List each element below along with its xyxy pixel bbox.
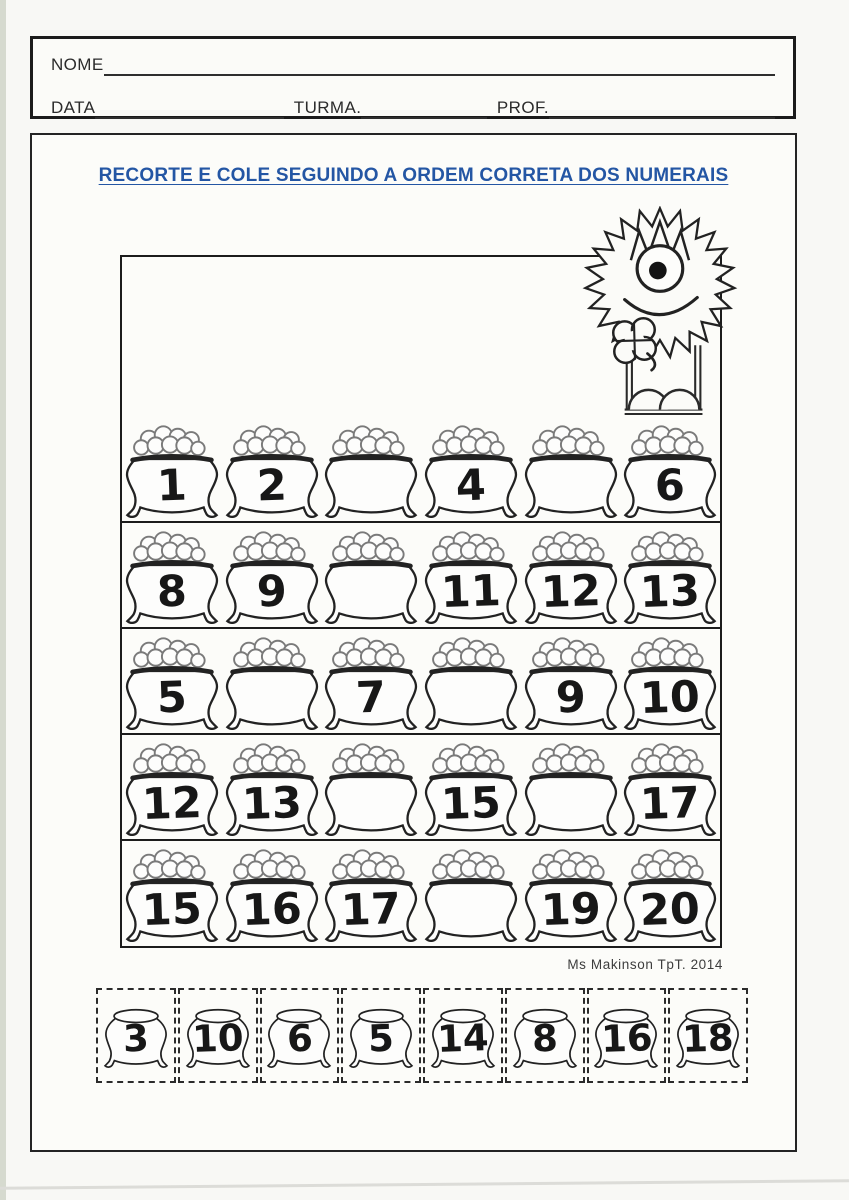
cauldron-cell — [620, 841, 720, 945]
gold-bubbles-icon — [333, 638, 404, 667]
cauldron-number: 17 — [639, 777, 701, 831]
gold-bubbles-icon — [234, 638, 305, 667]
cutout-number: 16 — [599, 1016, 653, 1061]
gold-bubbles-icon — [234, 532, 305, 561]
gold-bubbles-icon — [333, 744, 404, 773]
date-class-teacher-row — [51, 98, 775, 119]
gold-bubbles-icon — [433, 426, 504, 455]
cauldron-number: 12 — [141, 777, 203, 831]
date-blank-line — [95, 100, 283, 119]
cauldron-number: 20 — [639, 883, 701, 937]
shamrock-icon — [613, 318, 656, 370]
cauldron-with-gold-icon — [323, 526, 419, 627]
cauldron-number: 16 — [240, 883, 303, 937]
cauldron-cell — [521, 417, 621, 521]
gold-bubbles-icon — [134, 744, 205, 773]
cauldron-cell — [620, 735, 720, 839]
cauldron-number: 17 — [340, 883, 402, 937]
gold-bubbles-icon — [632, 744, 703, 773]
cauldron-cell — [122, 523, 222, 627]
cauldron-cell — [421, 735, 521, 839]
cutout-number: 3 — [122, 1016, 150, 1061]
gold-bubbles-icon — [632, 426, 703, 455]
cauldron-cell — [521, 523, 621, 627]
cutout-number: 10 — [191, 1016, 245, 1061]
cauldron-row — [122, 839, 720, 945]
cauldron-cell — [222, 523, 322, 627]
gold-bubbles-icon — [333, 850, 404, 879]
gold-bubbles-icon — [533, 850, 604, 879]
student-header-box — [30, 36, 796, 119]
gold-bubbles-icon — [533, 744, 604, 773]
cauldron-body-icon — [227, 671, 317, 729]
cauldron-body-icon — [526, 459, 616, 517]
cauldron-cell — [122, 735, 222, 839]
gold-bubbles-icon — [632, 532, 703, 561]
cauldron-number: 2 — [255, 460, 288, 512]
gold-bubbles-icon — [533, 638, 604, 667]
gold-bubbles-icon — [234, 744, 305, 773]
cauldron-cell — [421, 841, 521, 945]
cutout-strip — [96, 988, 748, 1083]
gold-bubbles-icon — [134, 426, 205, 455]
monster-foot-right-icon — [660, 390, 699, 410]
cauldron-number: 19 — [539, 883, 602, 937]
cauldron-cell — [321, 841, 421, 945]
gold-bubbles-icon — [234, 426, 305, 455]
cauldron-with-gold-icon — [323, 420, 419, 521]
monster-icon — [579, 206, 745, 416]
cauldron-cell — [620, 417, 720, 521]
cutout-piece — [423, 988, 503, 1083]
cauldron-number: 9 — [554, 672, 587, 724]
cutout-piece — [178, 988, 258, 1083]
gold-bubbles-icon — [632, 638, 703, 667]
cauldron-number: 8 — [156, 566, 188, 618]
cauldron-body-icon — [326, 565, 416, 623]
cauldron-row — [122, 521, 720, 627]
gold-bubbles-icon — [632, 850, 703, 879]
name-row — [51, 55, 775, 76]
cauldron-body-icon — [326, 777, 416, 835]
gold-bubbles-icon — [234, 850, 305, 879]
gold-bubbles-icon — [333, 426, 404, 455]
cauldron-cell — [421, 523, 521, 627]
cutout-number: 5 — [367, 1016, 395, 1061]
cauldron-number: 12 — [539, 565, 602, 619]
cutout-piece — [587, 988, 667, 1083]
worksheet-body-box — [30, 133, 797, 1152]
teacher-label: PROF. — [496, 98, 549, 117]
cauldron-body-icon — [326, 459, 416, 517]
gold-bubbles-icon — [433, 850, 504, 879]
cauldron-cell — [521, 735, 621, 839]
credit-text: Ms Makinson TpT. 2014 — [567, 957, 723, 972]
gold-bubbles-icon — [134, 532, 205, 561]
cauldron-cell — [620, 523, 720, 627]
cauldron-body-icon — [426, 883, 516, 941]
cauldron-cell — [321, 417, 421, 521]
cauldron-cell — [122, 417, 222, 521]
gold-bubbles-icon — [433, 744, 504, 773]
cauldron-number: 9 — [255, 566, 288, 618]
date-label: DATA — [51, 98, 96, 117]
cauldron-cell — [222, 735, 322, 839]
cutout-piece — [505, 988, 585, 1083]
teacher-blank-line — [549, 100, 775, 119]
name-label: NOME — [51, 55, 104, 74]
cutout-number: 6 — [285, 1016, 313, 1061]
cauldron-cell — [521, 629, 621, 733]
cauldron-cell — [521, 841, 621, 945]
worksheet-title: RECORTE E COLE SEGUINDO A ORDEM CORRETA DOS NUMERAIS — [98, 165, 729, 186]
cauldron-cell — [222, 417, 322, 521]
cauldron-row — [122, 733, 720, 839]
cauldron-with-gold-icon — [423, 844, 519, 945]
cauldron-with-gold-icon — [323, 738, 419, 839]
cauldron-cell — [321, 629, 421, 733]
cutout-piece — [341, 988, 421, 1083]
cauldron-cell — [321, 523, 421, 627]
cauldron-cell — [222, 629, 322, 733]
cauldron-number: 10 — [639, 671, 701, 725]
class-blank-line — [361, 100, 487, 119]
gold-bubbles-icon — [134, 638, 205, 667]
monster-svg — [579, 206, 745, 416]
cauldron-number: 5 — [156, 672, 188, 724]
cauldron-cell — [321, 735, 421, 839]
cutout-piece — [668, 988, 748, 1083]
cutout-number: 14 — [436, 1016, 490, 1061]
cauldron-grid-rows — [122, 417, 720, 945]
cauldron-cell — [122, 841, 222, 945]
cauldron-number: 7 — [355, 672, 388, 724]
cutout-piece — [260, 988, 340, 1083]
cauldron-number: 15 — [141, 883, 203, 937]
cauldron-number: 15 — [440, 777, 502, 831]
cutout-piece — [96, 988, 176, 1083]
cauldron-row — [122, 627, 720, 733]
cauldron-with-gold-icon — [423, 632, 519, 733]
cauldron-number: 1 — [156, 460, 188, 512]
cauldron-body-icon — [526, 777, 616, 835]
cauldron-with-gold-icon — [523, 420, 619, 521]
gold-bubbles-icon — [134, 850, 205, 879]
cauldron-cell — [222, 841, 322, 945]
gold-bubbles-icon — [433, 638, 504, 667]
gold-bubbles-icon — [333, 532, 404, 561]
cauldron-cell — [122, 629, 222, 733]
cauldron-cell — [421, 629, 521, 733]
cauldron-with-gold-icon — [523, 738, 619, 839]
cauldron-body-icon — [426, 671, 516, 729]
scan-artifact-bottom — [0, 1179, 849, 1189]
cauldron-with-gold-icon — [224, 632, 320, 733]
cutout-number: 8 — [531, 1016, 559, 1061]
gold-bubbles-icon — [533, 532, 604, 561]
cauldron-number: 13 — [240, 777, 303, 831]
cauldron-cell — [620, 629, 720, 733]
cauldron-row — [122, 417, 720, 521]
name-blank-line — [104, 57, 775, 76]
cauldron-number: 6 — [654, 460, 687, 512]
cauldron-number: 4 — [455, 460, 487, 512]
cauldron-number: 13 — [639, 565, 701, 619]
gold-bubbles-icon — [533, 426, 604, 455]
cutout-number: 18 — [681, 1016, 735, 1061]
class-label: TURMA. — [293, 98, 362, 117]
cauldron-cell — [421, 417, 521, 521]
gold-bubbles-icon — [433, 532, 504, 561]
monster-pupil-icon — [649, 262, 667, 280]
cauldron-number: 11 — [440, 565, 502, 619]
scan-artifact-left — [0, 0, 6, 1200]
